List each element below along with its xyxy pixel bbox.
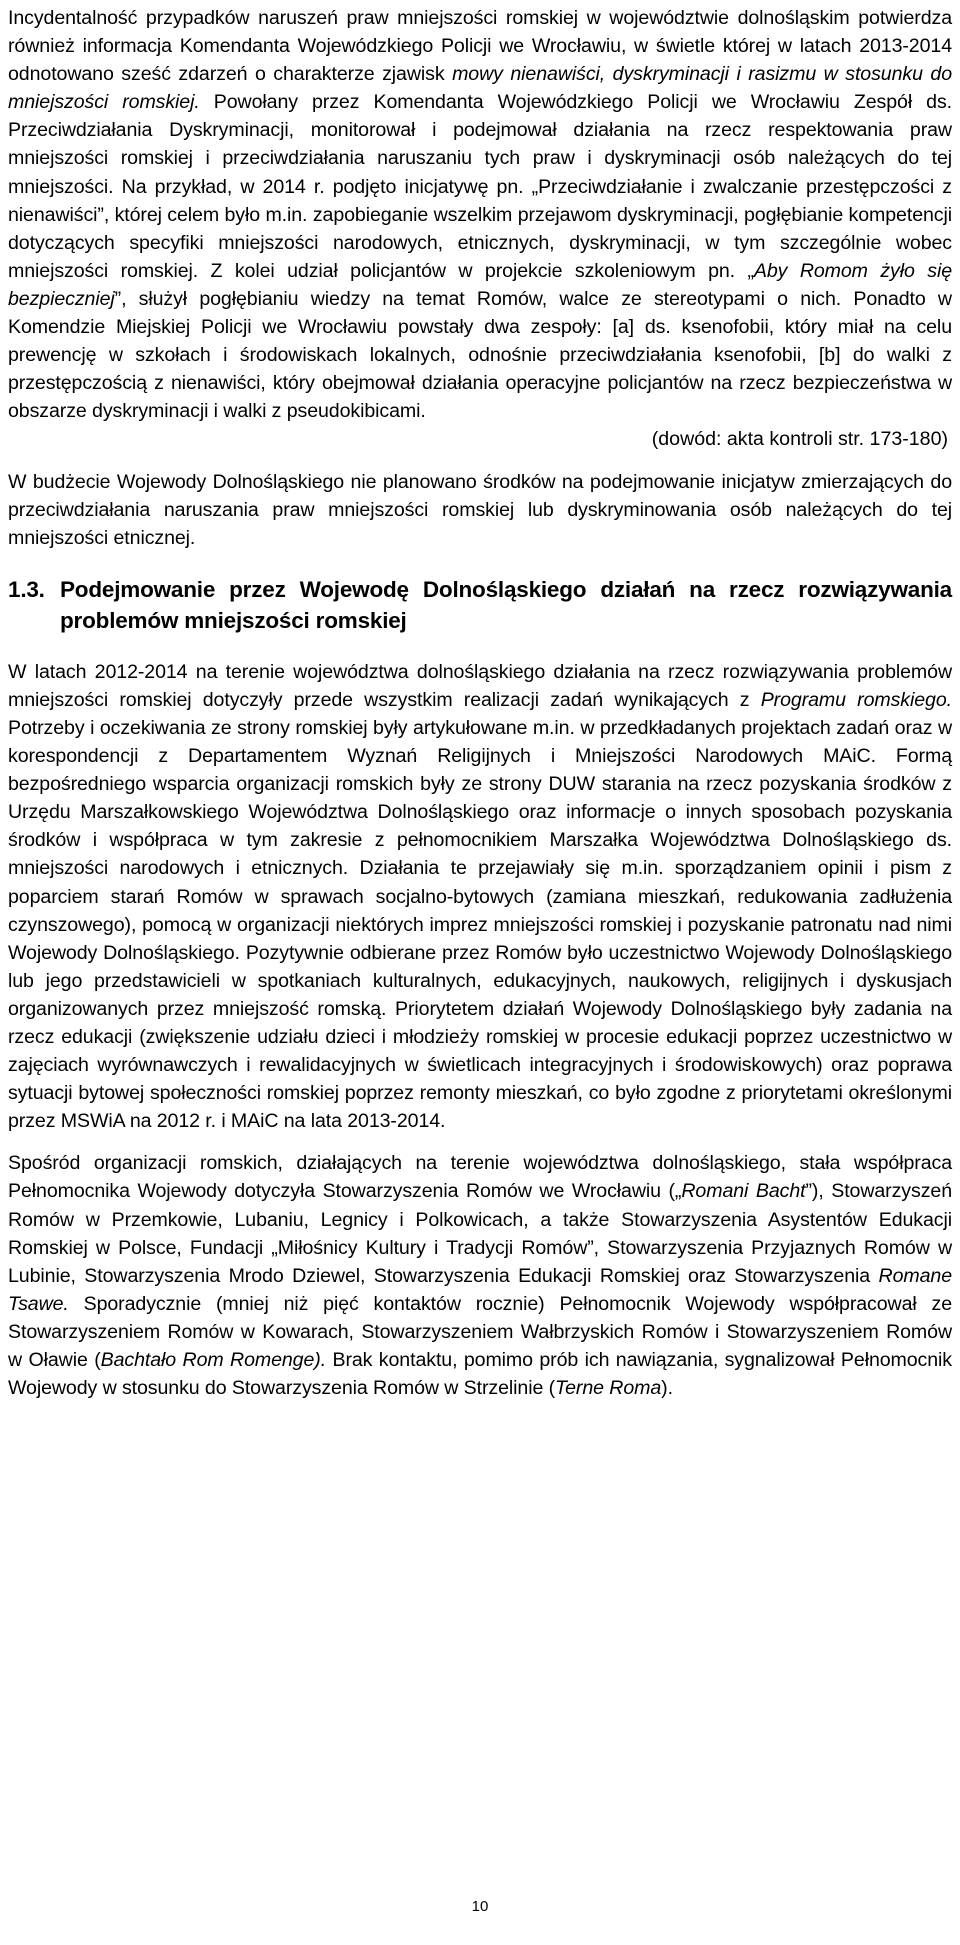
- text-run: Spośród organizacji romskich, działających na terenie województwa dolnośląskiego, stała współpraca Pełnomocnika Wojewody dotyczyła Stowarzyszenia Romów we Wrocławiu („: [8, 1152, 952, 1203]
- text-run: Potrzeby i oczekiwania ze strony romskiej były artykułowane m.in. w przedkładanych projektach zadań oraz w korespondencji z Departamentem Wyznań Religijnych i Mniejszości Narodowych MAiC. Formą bezpośredniego wsparcia organizacji romskich były ze strony DUW starania na rzecz pozyskania środków z Urzędu Marszałkowskiego Województwa Dolnośląskiego oraz informacje o innych sposobach pozyskania środków i współpraca w tym zakresie z pełnomocnikiem Marszałka Województwa Dolnośląskiego ds. mniejszości narodowych i etnicznych. Działania te przejawiały się m.in. sporządzaniem opinii i pism z poparciem starań Romów w sprawach socjalno-bytowych (zamiana mieszkań, redukowania zadłużenia czynszowego), pomocą w organizacji niektórych imprez mniejszości romskiej i pozyskanie patronatu nad nimi Wojewody Dolnośląskiego. Pozytywnie odbierane przez Romów było uczestnictwo Wojewody Dolnośląskiego lub jego przedstawicieli w spotkaniach kulturalnych, edukacyjnych, naukowych, religijnych i dyskusjach organizowanych przez mniejszość romską. Priorytetem działań Wojewody Dolnośląskiego były zadania na rzecz edukacji (zwiększenie udziału dzieci i młodzieży romskiej w procesie edukacji poprzez uczestnictwo w zajęciach wyrównawczych i rewalidacyjnych w świetlicach integracyjnych i środowiskowych) oraz poprawa sytuacji bytowej społeczności romskiej poprzez remonty mieszkań, co było zgodne z priorytetami określonymi przez MSWiA na 2012 r. i MAiC na lata 2013-2014.: [8, 716, 952, 1133]
- text-run: Sporadycznie (mniej niż pięć kontaktów rocznie) Pełnomocnik Wojewody współpracował ze Stowarzyszeniem Romów w Kowarach, Stowarzyszeniem Wałbrzyskich Romów i Stowarzyszeniem Romów w Oławie (: [8, 1292, 952, 1372]
- text-run: Incydentalność przypadków naruszeń praw mniejszości romskiej w województwie dolnośląskim potwierdza również informacja Komendanta Wojewódzkiego Policji we Wrocławiu, w świetle której w latach 2013-2014 odnotowano sześć zdarzeń o charakterze zjawisk: [8, 7, 952, 86]
- text-run: W budżecie Wojewody Dolnośląskiego nie planowano środków na podejmowanie inicjatyw zmierzających do przeciwdziałania naruszania praw mniejszości romskiej lub dyskryminowania osób należących do tej mniejszości etnicznej.: [8, 470, 952, 549]
- section-title: Podejmowanie przez Wojewodę Dolnośląskiego działań na rzecz rozwiązywania problemów mniejszości romskiej: [60, 576, 952, 633]
- paragraph-police-incidents: [8, 4, 952, 425]
- text-run: W latach 2012-2014 na terenie województwa dolnośląskiego działania na rzecz rozwiązywania problemów mniejszości romskiej dotyczyły przede wszystkim realizacji zadań wynikających z: [8, 660, 952, 711]
- section-number: 1.3.: [8, 576, 45, 602]
- italic-text: Aby Romom żyło się bezpieczniej: [8, 259, 952, 310]
- text-run: ”), Stowarzyszeń Romów w Przemkowie, Lubaniu, Legnicy i Polkowicach, a także Stowarzyszenia Asystentów Edukacji Romskiej w Polsce, Fundacji „Miłośnicy Kultury i Tradycji Romów”, Stowarzyszenia Przyjaznych Romów w Lubinie, Stowarzyszenia Mrodo Dziewel, Stowarzyszenia Edukacji Romskiej oraz Stowarzyszenia: [8, 1180, 952, 1287]
- paragraph-roma-organizations: [8, 1149, 952, 1402]
- paragraph-voivode-actions: [8, 658, 952, 1136]
- italic-text: Romane Tsawe.: [8, 1264, 952, 1315]
- text-run: ).: [661, 1377, 673, 1400]
- section-heading: [8, 574, 952, 636]
- text-run: ”, służył pogłębianiu wiedzy na temat Romów, walce ze stereotypami o nich. Ponadto w Komendzie Miejskiej Policji we Wrocławiu powstały dwa zespoły: [a] ds. ksenofobii, który miał na celu prewencję w szkołach i środowiskach lokalnych, odnośnie przeciwdziałania ksenofobii, [b] do walki z przestępczością z nienawiści, który obejmował działania operacyjne policjantów na rzecz bezpieczeństwa w obszarze dyskryminacji i walki z pseudokibicami.: [8, 287, 952, 423]
- italic-text: Romani Bacht: [681, 1180, 806, 1203]
- paragraph-budget: [8, 468, 952, 552]
- italic-text: Programu romskiego.: [760, 688, 952, 711]
- italic-text: Bachtało Rom Romenge).: [100, 1349, 327, 1372]
- evidence-note: (dowód: akta kontroli str. 173-180): [651, 428, 948, 451]
- text-run: Brak kontaktu, pomimo prób ich nawiązania, sygnalizował Pełnomocnik Wojewody w stosunku do Stowarzyszenia Romów w Strzelinie (: [8, 1349, 953, 1400]
- page-number: 10: [471, 1898, 489, 1915]
- document-page: [8, 4, 952, 1402]
- text-run: Powołany przez Komendanta Wojewódzkiego Policji we Wrocławiu Zespół ds. Przeciwdziałania Dyskryminacji, monitorował i podejmował działania na rzecz respektowania praw mniejszości romskiej i przeciwdziałania naruszaniu tych praw i dyskryminacji osób należących do tej mniejszości. Na przykład, w 2014 r. podjęto inicjatywę pn. „Przeciwdziałanie i zwalczanie przestępczości z nienawiści”, której celem było m.in. zapobieganie wszelkim przejawom dyskryminacji, pogłębianie kompetencji dotyczących specyfiki mniejszości narodowych, etnicznych, dyskryminacji, w tym szczególnie wobec mniejszości romskiej. Z kolei udział policjantów w projekcie szkoleniowym pn. „: [8, 91, 953, 282]
- italic-text: Terne Roma: [555, 1377, 662, 1400]
- italic-text: mowy nienawiści, dyskryminacji i rasizmu w stosunku do mniejszości romskiej.: [8, 63, 952, 114]
